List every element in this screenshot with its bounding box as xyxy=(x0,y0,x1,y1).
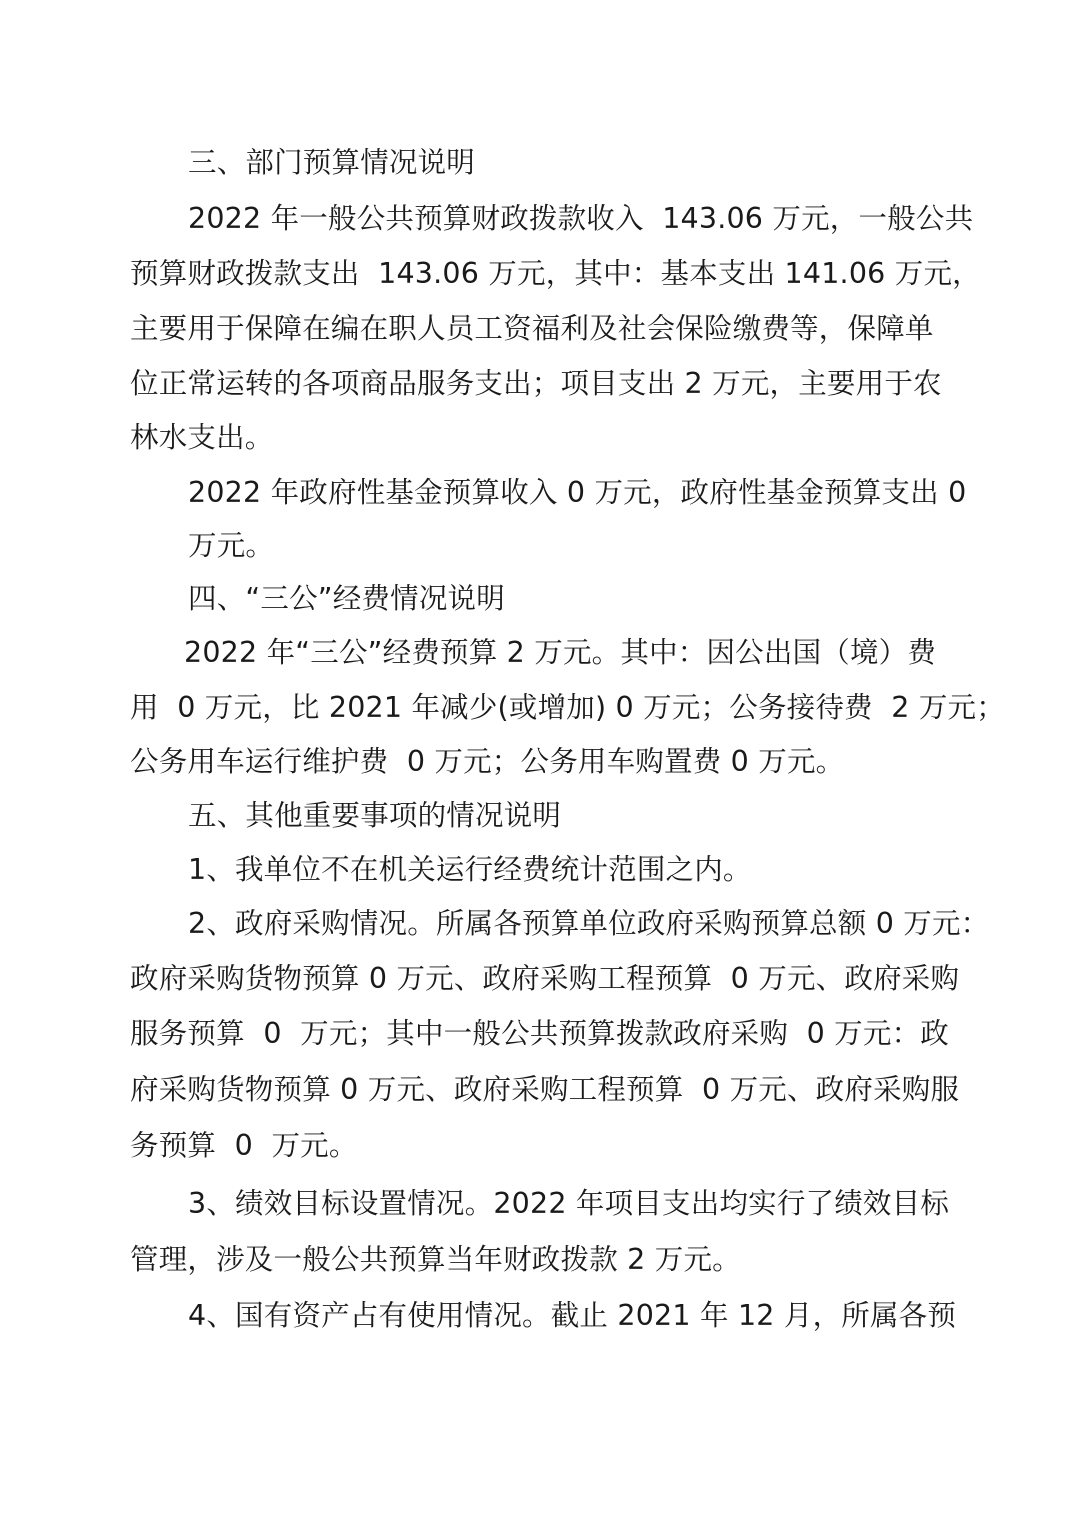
paragraph-line: 2022 年“三公”经费预算 2 万元。其中：因公出国（境）费 xyxy=(184,636,937,669)
paragraph-line: 预算财政拨款支出 143.06 万元，其中：基本支出 141.06 万元， xyxy=(130,257,981,290)
paragraph-line: 林水支出。 xyxy=(130,421,274,454)
paragraph-line: 2、政府采购情况。所属各预算单位政府采购预算总额 0 万元： xyxy=(188,907,990,940)
paragraph-line: 3、绩效目标设置情况。2022 年项目支出均实行了绩效目标 xyxy=(188,1187,950,1220)
section-heading-5: 五、其他重要事项的情况说明 xyxy=(188,799,562,832)
section-heading-4: 四、“三公”经费情况说明 xyxy=(188,582,505,615)
paragraph-line: 用 0 万元，比 2021 年减少(或增加) 0 万元；公务接待费 2 万元； xyxy=(130,691,1005,724)
paragraph-line: 位正常运转的各项商品服务支出；项目支出 2 万元，主要用于农 xyxy=(130,367,942,400)
paragraph-line: 政府采购货物预算 0 万元、政府采购工程预算 0 万元、政府采购 xyxy=(130,962,960,995)
paragraph-line: 主要用于保障在编在职人员工资福利及社会保险缴费等，保障单 xyxy=(130,312,934,345)
paragraph-line: 2022 年一般公共预算财政拨款收入 143.06 万元，一般公共 xyxy=(188,202,974,235)
paragraph-line: 2022 年政府性基金预算收入 0 万元，政府性基金预算支出 0 xyxy=(188,476,967,509)
paragraph-line: 府采购货物预算 0 万元、政府采购工程预算 0 万元、政府采购服 xyxy=(130,1073,960,1106)
section-heading-3: 三、部门预算情况说明 xyxy=(188,146,476,179)
paragraph-line: 服务预算 0 万元；其中一般公共预算拨款政府采购 0 万元：政 xyxy=(130,1017,949,1050)
paragraph-line: 4、国有资产占有使用情况。截止 2021 年 12 月，所属各预 xyxy=(188,1299,957,1332)
paragraph-line: 公务用车运行维护费 0 万元；公务用车购置费 0 万元。 xyxy=(130,745,845,778)
paragraph-line: 管理，涉及一般公共预算当年财政拨款 2 万元。 xyxy=(130,1243,741,1276)
paragraph-line: 务预算 0 万元。 xyxy=(130,1129,358,1162)
paragraph-line: 1、我单位不在机关运行经费统计范围之内。 xyxy=(188,853,752,886)
paragraph-line: 万元。 xyxy=(188,529,275,562)
